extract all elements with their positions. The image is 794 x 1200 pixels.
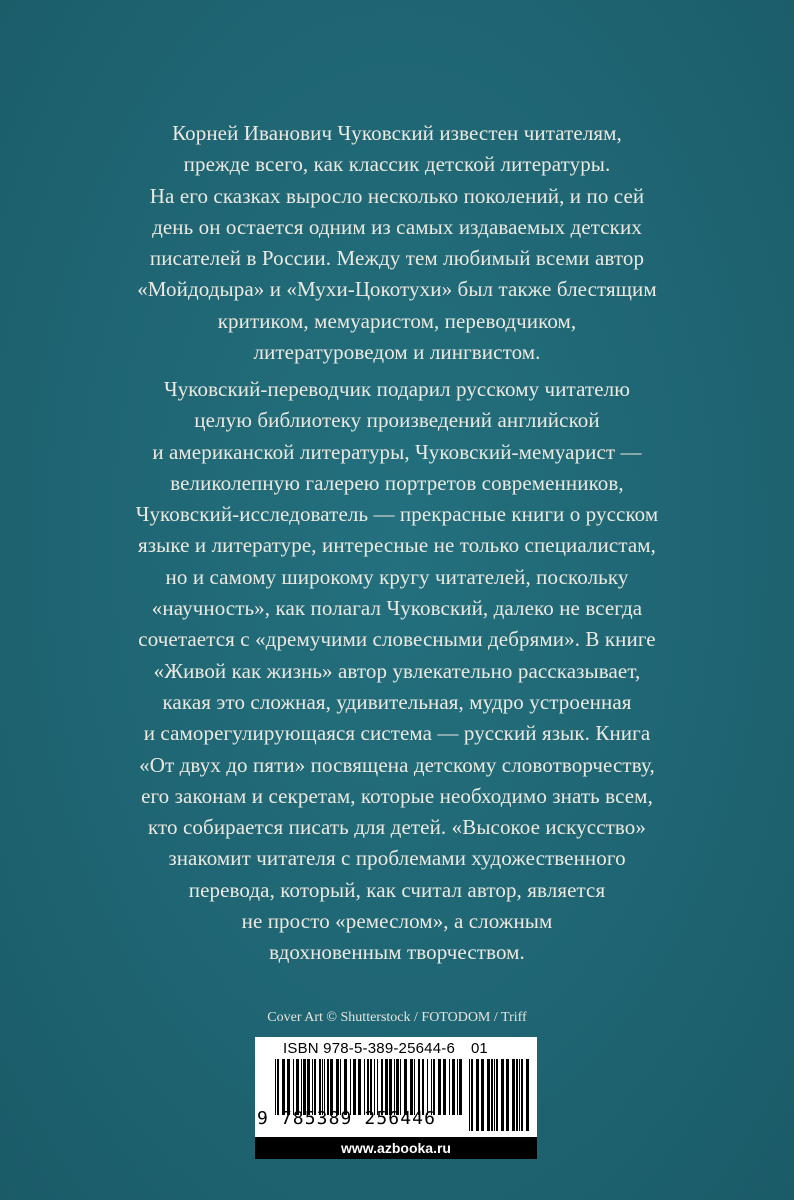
blurb-line: его законам и секретам, которые необходимо знать всем,	[141, 783, 653, 808]
blurb-line: какая это сложная, удивительная, мудро устроенная	[162, 689, 632, 714]
ean-digits: 9 785389 256446	[257, 1108, 437, 1129]
blurb-line: Чуковский-исследователь — прекрасные книги о русском	[135, 502, 659, 527]
blurb-line: Корней Иванович Чуковский известен читателям,	[172, 121, 622, 145]
blurb-line: литературоведом и лингвистом.	[253, 340, 541, 365]
blurb-line: великолепную галерею портретов современников,	[170, 470, 624, 495]
blurb-line: и саморегулирующаяся система — русский язык. Книга	[143, 721, 651, 746]
blurb-line: знакомит читателя с проблемами художественного	[168, 846, 626, 871]
blurb-line: критиком, мемуаристом, переводчиком,	[217, 308, 577, 333]
blurb-line: сочетается с «дремучими словесными дебрями». В книге	[138, 627, 656, 652]
blurb-line: и американской литературы, Чуковский-мемуарист —	[152, 439, 642, 464]
blurb-line: «Мойдодыра» и «Мухи-Цокотухи» был также блестящим	[137, 277, 657, 302]
blurb-line: перевода, который, как считал автор, является	[188, 877, 606, 902]
blurb-line: «Живой как жизнь» автор увлекательно рассказывает,	[153, 658, 641, 683]
blurb-line: прежде всего, как классик детской литературы.	[183, 152, 611, 177]
blurb-line: вдохновенным творчеством.	[269, 940, 525, 965]
blurb-paragraph-1	[100, 118, 694, 368]
cover-art-credit: Cover Art © Shutterstock / FOTODOM / Triff	[267, 1010, 527, 1025]
blurb-line: целую библиотеку произведений английской	[194, 408, 600, 433]
blurb-line: но и самому широкому кругу читателей, поскольку	[165, 564, 629, 589]
blurb-line: «От двух до пяти» посвящена детскому словотворчеству,	[139, 752, 655, 777]
blurb-line: «научность», как полагал Чуковский, далеко не всегда	[151, 596, 643, 621]
publisher-url: www.azbooka.ru	[255, 1137, 537, 1159]
blurb-line: писателей в России. Между тем любимый всеми автор	[149, 246, 645, 271]
barcode-bars	[275, 1059, 465, 1115]
blurb-line: день он остается одним из самых издаваемых детских	[152, 214, 642, 239]
isbn-number: ISBN 978-5-389-25644-6	[283, 1040, 456, 1057]
blurb-paragraph-2	[100, 374, 694, 969]
barcode-addon-code: 01	[471, 1040, 488, 1057]
blurb-line: Чуковский-переводчик подарил русскому читателю	[163, 377, 631, 401]
blurb-line: На его сказках выросло несколько поколений, и по сей	[149, 183, 645, 208]
blurb-line: не просто «ремеслом», а сложным	[241, 909, 553, 934]
blurb-line: языке и литературе, интересные не только специалистам,	[137, 533, 657, 558]
isbn-barcode	[255, 1037, 537, 1159]
barcode-addon-bars	[469, 1059, 531, 1131]
blurb-line: кто собирается писать для детей. «Высокое искусство»	[148, 815, 646, 840]
